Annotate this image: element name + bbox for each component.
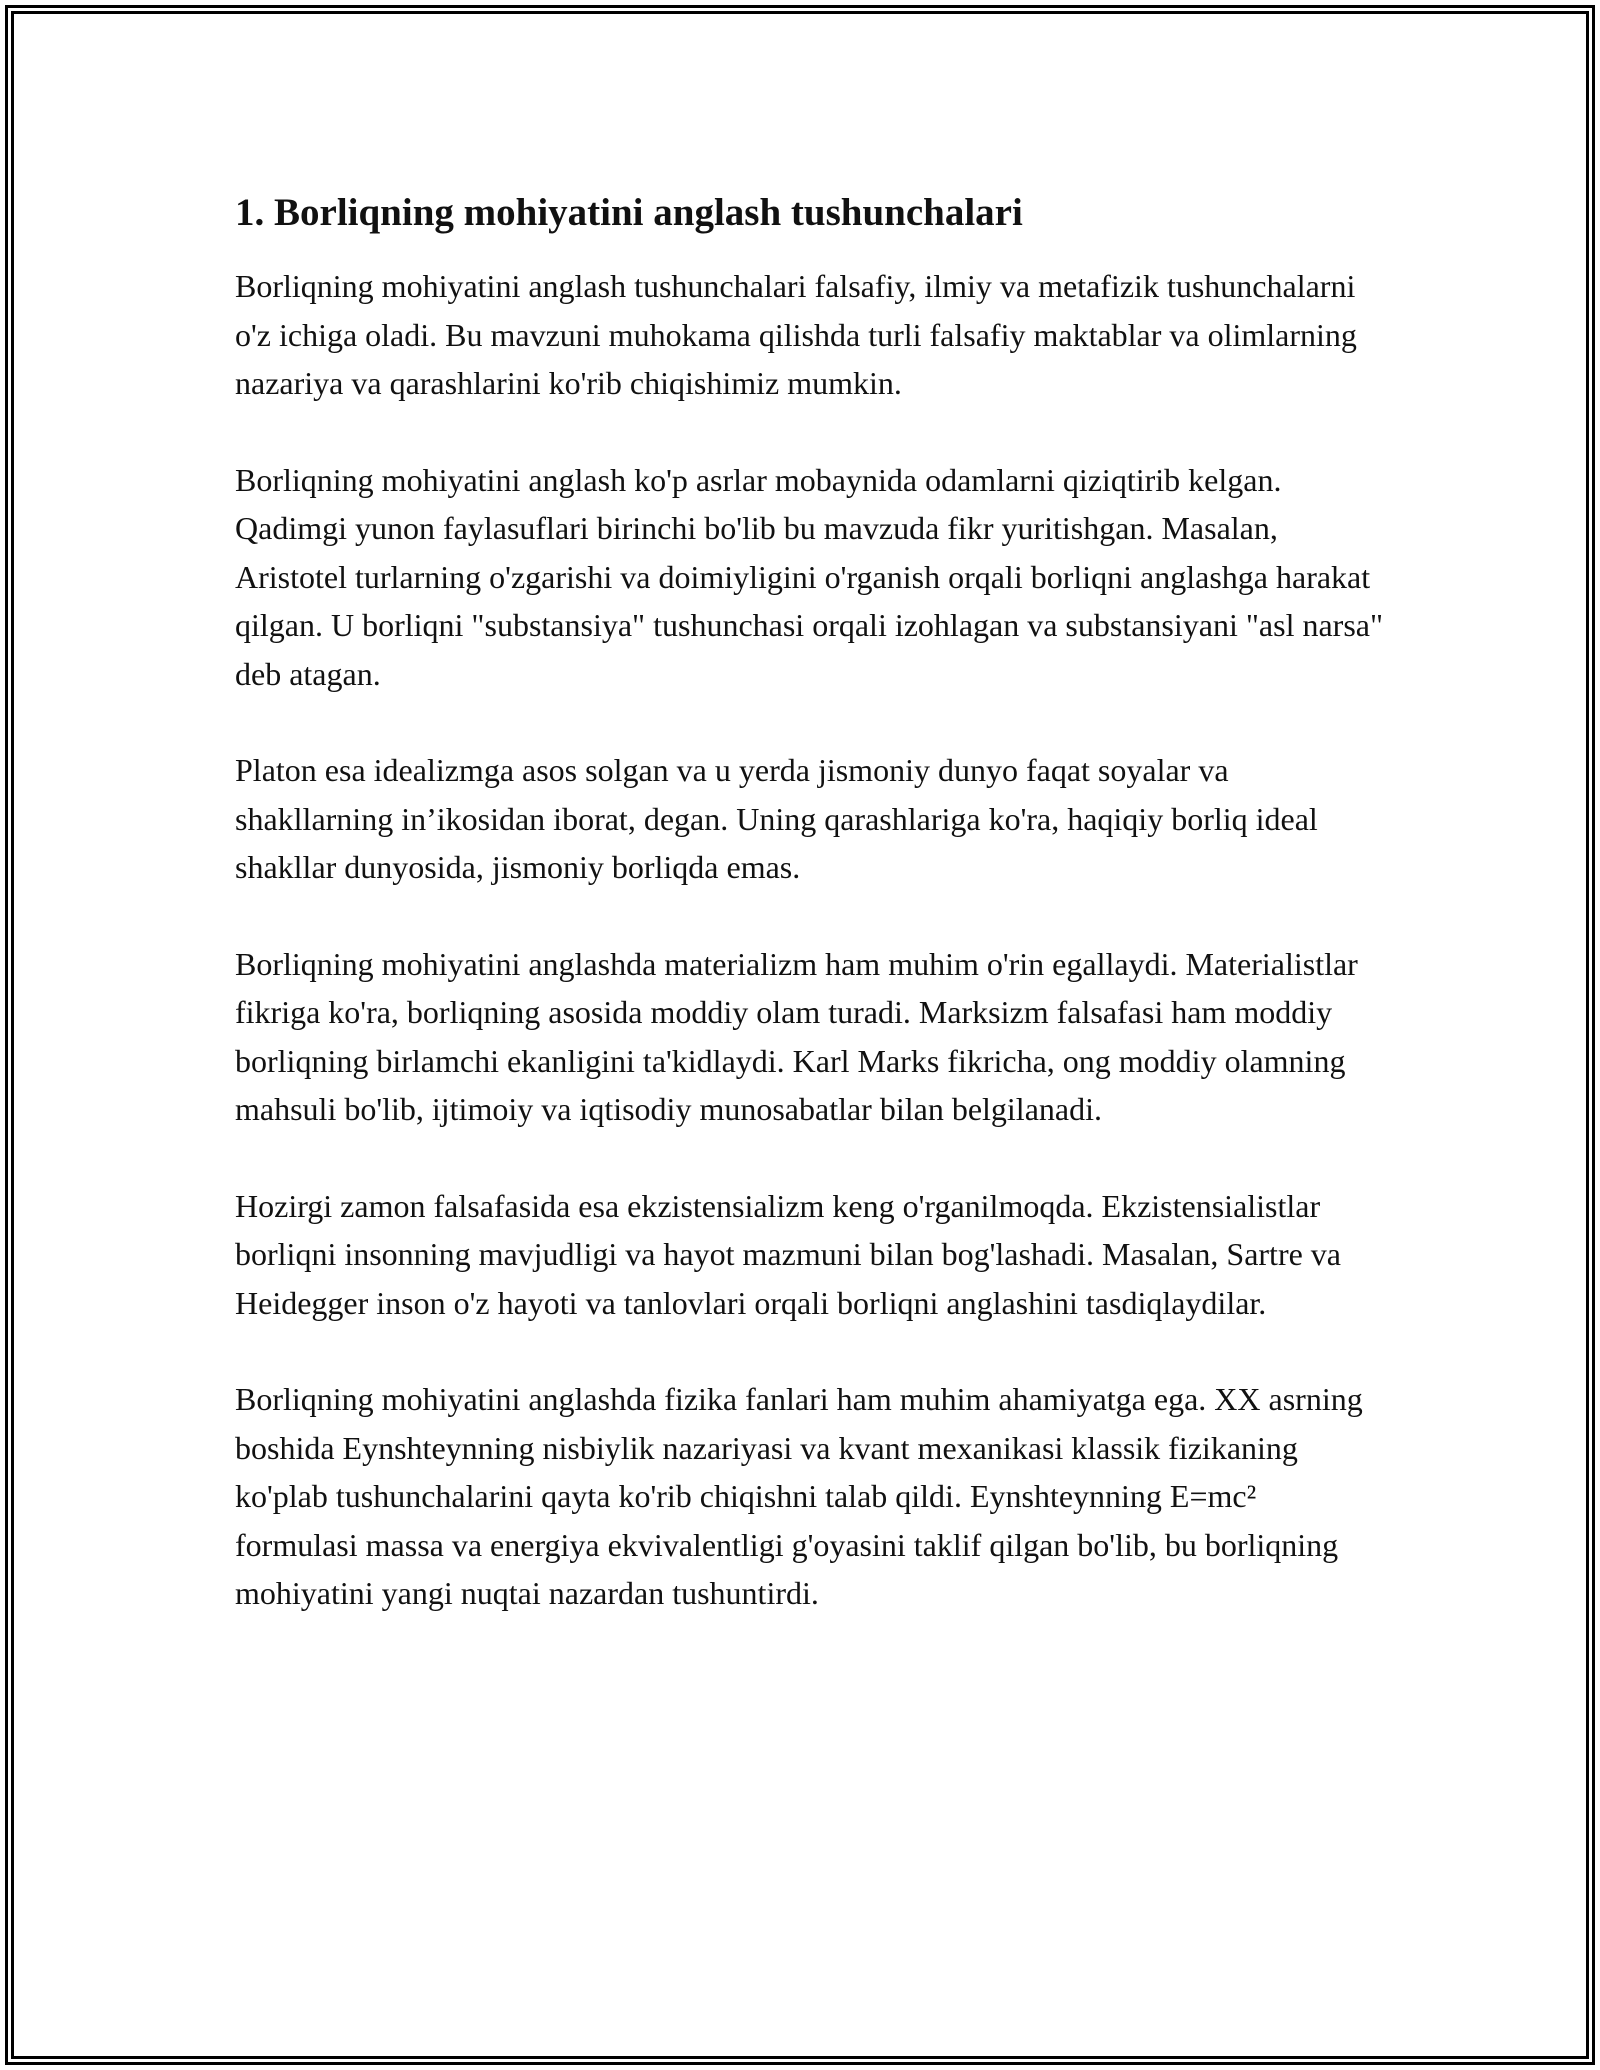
paragraph-materialism: Borliqning mohiyatini anglashda materializm ham muhim o'rin egallaydi. Materialistlar fikriga ko'ra, borliqning asosida moddiy olam turadi. Marksizm falsafasi ham moddiy borliqning birlamchi ekanligini ta'kidlaydi. Karl Marks fikricha, ong moddiy olamning mahsuli bo'lib, ijtimoiy va iqtisodiy munosabatlar bilan belgilanadi.: [235, 945, 1358, 1127]
paragraph-aristotle: Borliqning mohiyatini anglash ko'p asrlar mobaynida odamlarni qiziqtirib kelgan. Qadimgi yunon faylasuflari birinchi bo'lib bu mavzuda fikr yuritishgan. Masalan, Aristotel turlarning o'zgarishi va doimiyligini o'rganish orqali borliqni anglashga harakat qilgan. U borliqni "substansiya" tushunchasi orqali izohlagan va substansiyani "asl narsa" deb atagan.: [235, 461, 1384, 692]
paragraph-existentialism: Hozirgi zamon falsafasida esa ekzistensializm keng o'rganilmoqda. Ekzistensialistlar borliqni insonning mavjudligi va hayot mazmuni bilan bog'lashadi. Masalan, Sartre va Heidegger inson o'z hayoti va tanlovlari orqali borliqni anglashini tasdiqlaydilar.: [235, 1187, 1341, 1321]
paragraph-plato: Platon esa idealizmga asos solgan va u yerda jismoniy dunyo faqat soyalar va shakllarning in’ikosidan iborat, degan. Uning qarashlariga ko'ra, haqiqiy borliq ideal shakllar dunyosida, jismoniy borliqda emas.: [235, 752, 1318, 885]
document-body: [235, 188, 1385, 1666]
paragraph-intro: Borliqning mohiyatini anglash tushunchalari falsafiy, ilmiy va metafizik tushunchalarni o'z ichiga oladi. Bu mavzuni muhokama qilishda turli falsafiy maktablar va olimlarning nazariya va qarashlarini ko'rib chiqishimiz mumkin.: [235, 268, 1357, 401]
section-heading: 1. Borliqning mohiyatini anglash tushunchalari: [235, 191, 1023, 234]
paragraph-physics: Borliqning mohiyatini anglashda fizika fanlari ham muhim ahamiyatga ega. XX asrning boshida Eynshteynning nisbiylik nazariyasi va kvant mexanikasi klassik fizikaning ko'plab tushunchalarini qayta ko'rib chiqishni talab qildi. Eynshteynning E=mc² formulasi massa va energiya ekvivalentligi g'oyasini taklif qilgan bo'lib, bu borliqning mohiyatini yangi nuqtai nazardan tushuntirdi.: [235, 1381, 1363, 1611]
